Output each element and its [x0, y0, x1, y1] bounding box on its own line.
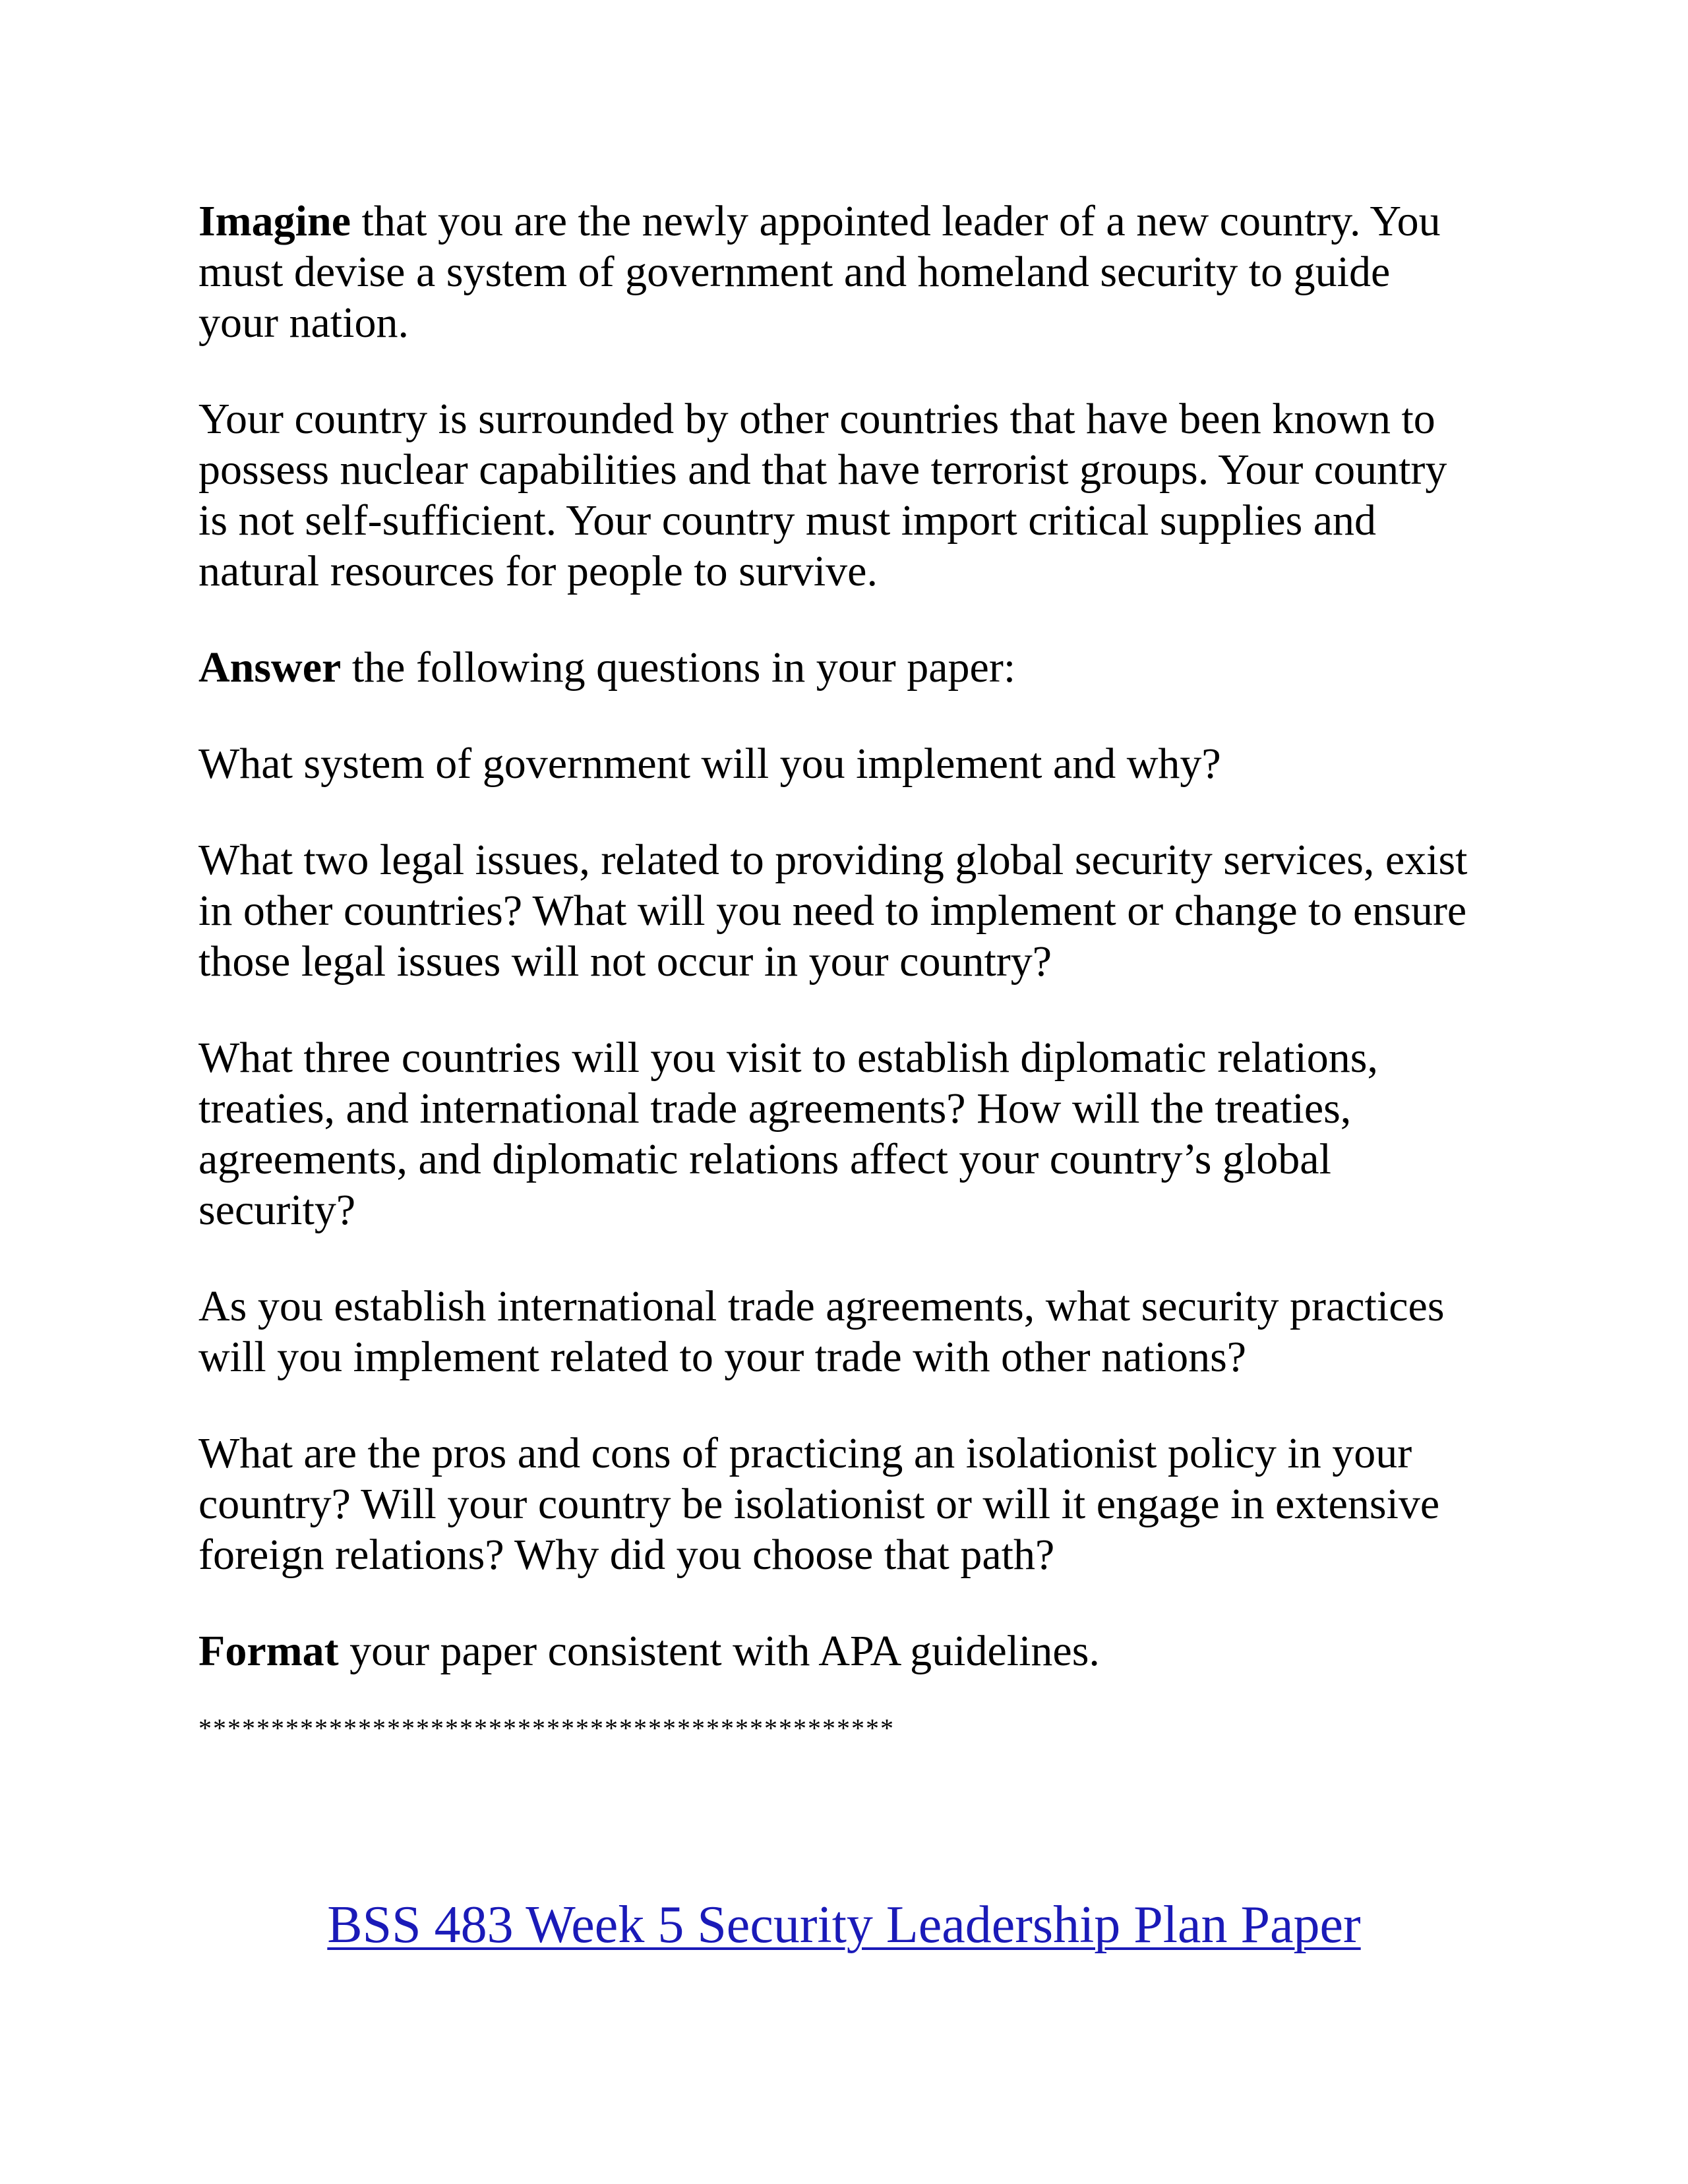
paragraph-context	[198, 394, 1517, 597]
text-line: agreements, and diplomatic relations affect your country’s global	[198, 1135, 1331, 1183]
text-line: those legal issues will not occur in your country?	[198, 937, 1052, 986]
link-container	[0, 1892, 1688, 1958]
text-line: What are the pros and cons of practicing an isolationist policy in your	[198, 1429, 1412, 1477]
text-line: will you implement related to your trade with other nations?	[198, 1333, 1247, 1381]
text-line: As you establish international trade agreements, what security practices	[198, 1282, 1445, 1330]
text-line: What three countries will you visit to establish diplomatic relations,	[198, 1034, 1378, 1082]
paragraph-answer	[198, 642, 1517, 693]
question-countries	[198, 1032, 1517, 1235]
bold-lead: Answer	[198, 643, 342, 692]
question-legal-issues	[198, 835, 1517, 987]
bold-lead: Imagine	[198, 197, 351, 245]
paragraph-format	[198, 1626, 1517, 1676]
bold-lead: Format	[198, 1627, 339, 1675]
question-trade-security	[198, 1281, 1517, 1382]
text-line: Format your paper consistent with APA guidelines.	[198, 1627, 1100, 1675]
text-line: is not self-sufficient. Your country must import critical supplies and	[198, 496, 1377, 545]
paragraph-intro	[198, 196, 1517, 348]
course-paper-link[interactable]: BSS 483 Week 5 Security Leadership Plan Paper	[327, 1896, 1361, 1954]
text-line: What two legal issues, related to providing global security services, exist	[198, 836, 1468, 884]
text-line: in other countries? What will you need to implement or change to ensure	[198, 887, 1467, 935]
question-government	[198, 738, 1517, 789]
text-line: Answer the following questions in your paper:	[198, 643, 1016, 692]
separator-line: ************************************************	[198, 1713, 895, 1743]
text-line: What system of government will you implement and why?	[198, 740, 1221, 788]
text-line: foreign relations? Why did you choose that path?	[198, 1531, 1055, 1579]
text-line: natural resources for people to survive.	[198, 547, 878, 595]
text-line: security?	[198, 1186, 356, 1234]
question-isolationism	[198, 1428, 1517, 1580]
text-line: Imagine that you are the newly appointed leader of a new country. You	[198, 197, 1441, 245]
text-line: possess nuclear capabilities and that have terrorist groups. Your country	[198, 446, 1447, 494]
text-line: country? Will your country be isolationist or will it engage in extensive	[198, 1480, 1440, 1528]
text-line: Your country is surrounded by other countries that have been known to	[198, 395, 1435, 443]
text-line: must devise a system of government and homeland security to guide	[198, 248, 1391, 296]
text-line: your nation.	[198, 299, 409, 347]
assignment-body	[198, 196, 1517, 1722]
text-line: treaties, and international trade agreements? How will the treaties,	[198, 1084, 1352, 1133]
